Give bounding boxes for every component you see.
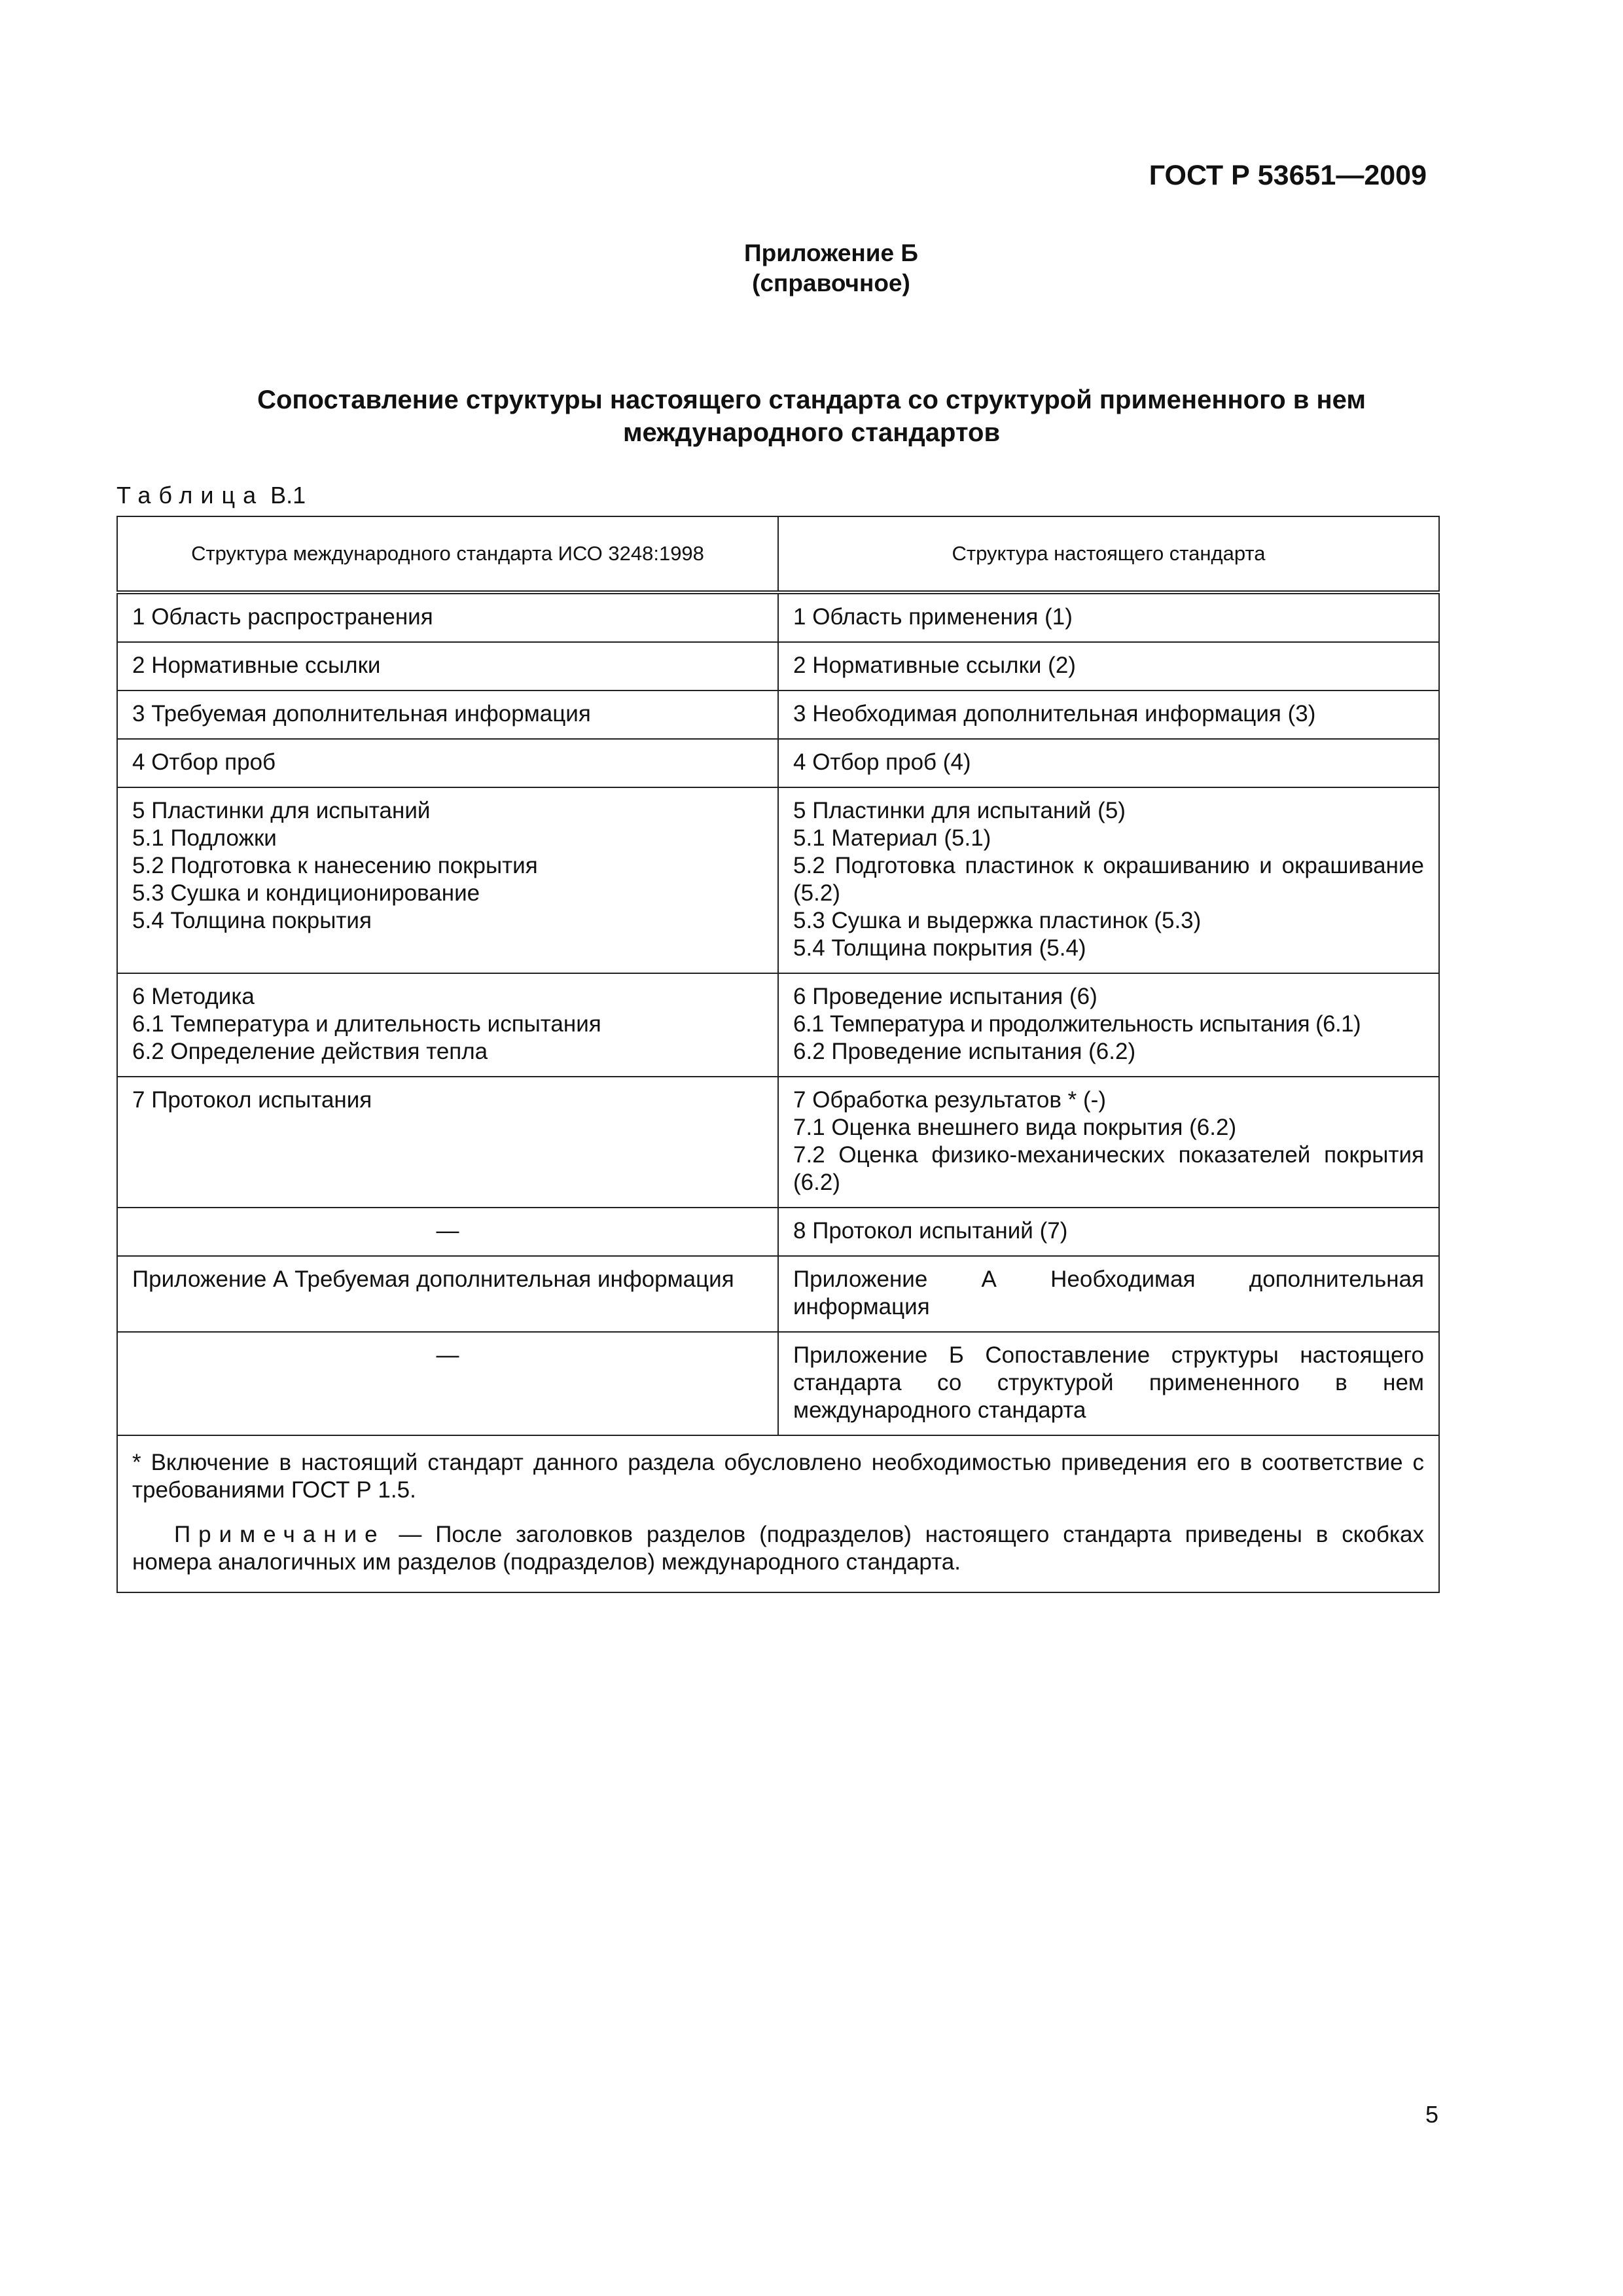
cell-line: 3 Необходимая дополнительная информация (3) xyxy=(793,701,1316,726)
cell-line: 2 Нормативные ссылки (2) xyxy=(793,653,1076,678)
cell-line: 4 Отбор проб (4) xyxy=(793,749,971,775)
cell-international xyxy=(117,787,778,973)
page-number: 5 xyxy=(1425,2101,1438,2128)
cell-international xyxy=(117,1332,778,1435)
document-title-line-2: международного стандартов xyxy=(622,418,1001,447)
cell-line: 6.1 Температура и длительность испытания xyxy=(132,1011,601,1037)
cell-national xyxy=(778,592,1439,642)
cell-line: 6.2 Проведение испытания (6.2) xyxy=(793,1039,1136,1064)
cell-national xyxy=(778,973,1439,1077)
cell-international xyxy=(117,1256,778,1332)
table-row xyxy=(117,1256,1439,1332)
footnote: * Включение в настоящий стандарт данного раздела обусловлено необходимостью приведения его в соответствие с требованиями ГОСТ Р 1.5. xyxy=(132,1450,1424,1503)
table-row xyxy=(117,1332,1439,1435)
document-title-line-1: Сопоставление структуры настоящего стандарта со структурой примененного в нем xyxy=(257,386,1366,414)
table-header-row xyxy=(117,516,1439,592)
cell-line: 5 Пластинки для испытаний xyxy=(132,798,431,823)
cell-international xyxy=(117,973,778,1077)
column-header-national: Структура настоящего стандарта xyxy=(778,516,1439,592)
cell-line: 5.1 Подложки xyxy=(132,825,277,851)
cell-national xyxy=(778,691,1439,739)
cell-line: 5.4 Толщина покрытия (5.4) xyxy=(793,935,1086,961)
appendix-subtitle: (справочное) xyxy=(752,270,910,296)
cell-line: 5.2 Подготовка к нанесению покрытия xyxy=(132,853,538,878)
table-caption xyxy=(116,482,306,509)
cell-international xyxy=(117,691,778,739)
cell-line: 6.1 Температура и продолжительность испытания (6.1) xyxy=(793,1011,1361,1037)
cell-line: 7.1 Оценка внешнего вида покрытия (6.2) xyxy=(793,1115,1237,1140)
cell-line: 6.2 Определение действия тепла xyxy=(132,1039,488,1064)
cell-international xyxy=(117,642,778,691)
cell-line: 6 Методика xyxy=(132,984,255,1009)
table-row xyxy=(117,642,1439,691)
cell-national xyxy=(778,1077,1439,1208)
cell-national xyxy=(778,642,1439,691)
cell-line: 7.2 Оценка физико-механических показателей покрытия (6.2) xyxy=(793,1142,1424,1195)
cell-national xyxy=(778,1256,1439,1332)
cell-line: 8 Протокол испытаний (7) xyxy=(793,1218,1068,1244)
cell-line: 4 Отбор проб xyxy=(132,749,276,775)
cell-line: 5.4 Толщина покрытия xyxy=(132,908,372,933)
cell-line: Приложение А Необходимая дополнительная информация xyxy=(793,1266,1424,1319)
cell-line: 6 Проведение испытания (6) xyxy=(793,984,1097,1009)
cell-line: Приложение Б Сопоставление структуры настоящего стандарта со структурой примененного в нем международного стандарта xyxy=(793,1342,1424,1423)
table-row xyxy=(117,592,1439,642)
cell-line: Приложение А Требуемая дополнительная информация xyxy=(132,1266,734,1292)
cell-line: 5 Пластинки для испытаний (5) xyxy=(793,798,1126,823)
cell-line: — xyxy=(436,1342,459,1368)
cell-national xyxy=(778,739,1439,787)
appendix-title: Приложение Б xyxy=(744,240,918,266)
cell-line: 5.1 Материал (5.1) xyxy=(793,825,991,851)
cell-line: 3 Требуемая дополнительная информация xyxy=(132,701,591,726)
table-footer-row xyxy=(117,1435,1439,1592)
table-row xyxy=(117,691,1439,739)
cell-line: 5.3 Сушка и выдержка пластинок (5.3) xyxy=(793,908,1202,933)
appendix-heading xyxy=(0,238,1623,298)
comparison-table xyxy=(116,516,1440,1593)
table-row xyxy=(117,1208,1439,1256)
cell-line: 2 Нормативные ссылки xyxy=(132,653,381,678)
cell-international xyxy=(117,592,778,642)
cell-international xyxy=(117,1077,778,1208)
table-row xyxy=(117,787,1439,973)
cell-national xyxy=(778,1208,1439,1256)
note xyxy=(132,1521,1424,1576)
column-header-international: Структура международного стандарта ИСО 3248:1998 xyxy=(117,516,778,592)
table-caption-word: Таблица xyxy=(116,482,264,509)
table-caption-number: В.1 xyxy=(270,482,306,509)
table-footer xyxy=(117,1435,1439,1592)
cell-line: 5.3 Сушка и кондиционирование xyxy=(132,880,480,906)
table-row xyxy=(117,1077,1439,1208)
table-row xyxy=(117,739,1439,787)
document-code: ГОСТ Р 53651—2009 xyxy=(1149,160,1427,191)
cell-line: 1 Область распространения xyxy=(132,604,433,630)
cell-line: 7 Протокол испытания xyxy=(132,1087,372,1113)
note-label: Примечание xyxy=(174,1522,385,1547)
table-row xyxy=(117,973,1439,1077)
cell-international xyxy=(117,1208,778,1256)
cell-national xyxy=(778,787,1439,973)
cell-line: 7 Обработка результатов * (-) xyxy=(793,1087,1106,1113)
cell-line: — xyxy=(436,1218,459,1244)
cell-national xyxy=(778,1332,1439,1435)
cell-line: 5.2 Подготовка пластинок к окрашиванию и окрашивание (5.2) xyxy=(793,853,1424,906)
cell-line: 1 Область применения (1) xyxy=(793,604,1073,630)
document-title xyxy=(144,384,1479,449)
cell-international xyxy=(117,739,778,787)
note-text: — После заголовков разделов (подразделов) настоящего стандарта приведены в скобках номера аналогичных им разделов (подразделов) международного стандарта. xyxy=(132,1522,1424,1575)
